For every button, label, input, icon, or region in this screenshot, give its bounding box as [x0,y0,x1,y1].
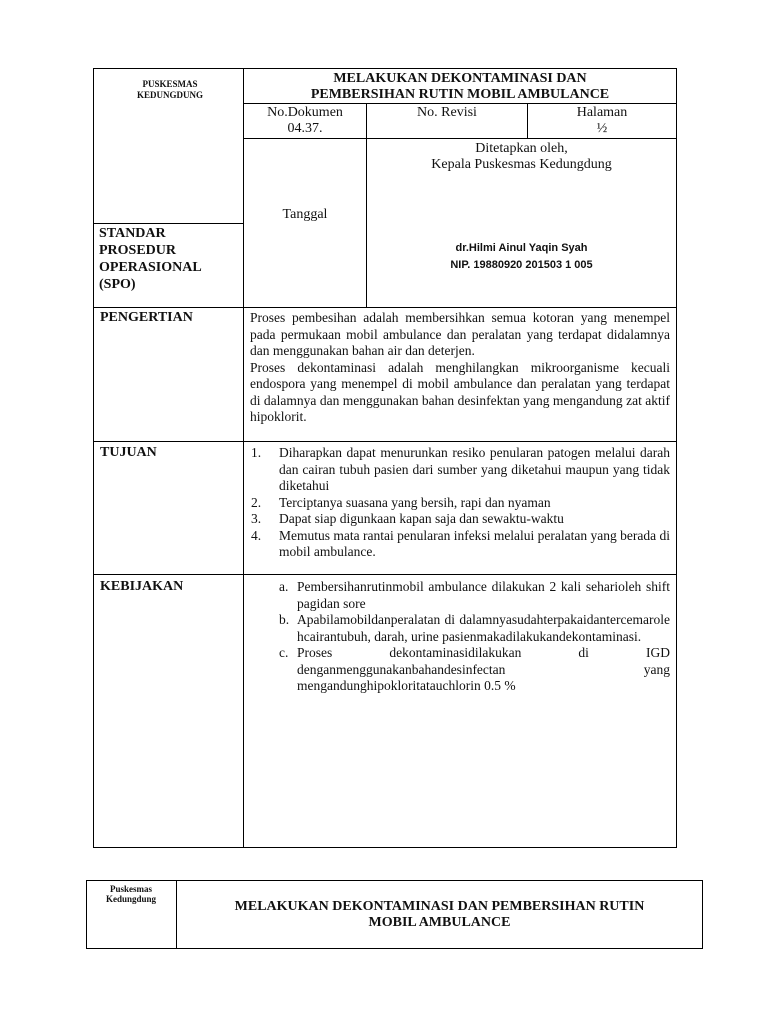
ditetapkan-line1: Ditetapkan oleh, [475,141,568,156]
pengertian-content [250,310,670,426]
list-text: Apabilamobildanperalatan di dalamnyasudahterpakaidantercemarolehcairantubuh, darah, urine pasienmakadilakukandekontaminasi. [297,612,670,644]
footer-org: Puskesmas Kedungdung [105,884,157,904]
pengertian-paragraph-2: Proses dekontaminasi adalah menghilangkan mikroorganisme kecuali endospora yang menempel di mobil ambulance dan peralatan yang terdapat di dalamnya dan menggunakan bahan desinfektan yang mengandung zat aktif hipoklorit. [250,359,670,424]
list-item [242,511,670,528]
pengertian-paragraph-1: Proses pembesihan adalah membersihkan semua kotoran yang menempel pada permukaan mobil ambulance dan peralatan yang terdapat didalamnya dan menggunakan bahan air dan deterjen. [250,310,670,358]
halaman-label: Halaman [576,105,628,120]
table-border-left [93,68,94,848]
footer-title-line1: MELAKUKAN DEKONTAMINASI DAN PEMBERSIHAN RUTIN [234,899,645,914]
list-number: 3. [251,511,262,526]
no-revisi-label: No. Revisi [417,105,477,120]
list-letter: b. [279,612,290,627]
section-line [93,574,677,575]
section-line [93,441,677,442]
list-item [242,645,670,695]
signer-block [367,240,676,274]
footer-border-left [86,880,87,949]
list-item [242,579,670,612]
no-dokumen-value: 04.37. [287,121,323,136]
list-number: 2. [251,494,262,510]
header-row-line [243,138,677,139]
halaman-value: ½ [596,121,608,136]
list-text: Dapat siap digunkaan kapan saja dan sewaktu-waktu [279,511,564,526]
tujuan-list [242,445,670,561]
list-item [242,528,670,561]
footer-border-bottom [86,948,703,949]
header-row-line [243,103,677,104]
kebijakan-label: KEBIJAKAN [100,579,184,594]
list-text: Diharapkan dapat menurunkan resiko penularan patogen melalui darah dan cairan tubuh pasien dari sumber yang diketahui maupun yang tidak diketahui [279,445,670,493]
list-text: Terciptanya suasana yang bersih, rapi dan nyaman [279,494,551,510]
no-dokumen-cell [244,105,366,137]
list-letter: a. [279,579,289,594]
table-border-top [93,68,677,69]
list-item [242,495,670,512]
list-letter: c. [279,645,289,660]
no-dokumen-label: No.Dokumen [267,105,343,120]
tujuan-label: TUJUAN [100,445,157,460]
doc-title-line1: MELAKUKAN DEKONTAMINASI DAN [333,71,587,86]
list-text: Pembersihanrutinmobil ambulance dilakukan 2 kali seharioleh shift pagidan sore [297,579,670,611]
org-name: PUSKESMAS KEDUNGDUNG [136,79,203,100]
halaman-cell [528,105,676,137]
spo-row-line [93,223,244,224]
list-number: 1. [251,445,262,460]
ditetapkan-line2: Kepala Puskesmas Kedungdung [431,157,612,172]
doc-title [244,71,676,103]
list-number: 4. [251,527,262,543]
kebijakan-list [242,579,670,695]
spo-label: STANDAR PROSEDUR OPERASIONAL (SPO) [99,226,202,292]
list-text: Proses dekontaminasidilakukan di IGD denganmenggunakanbahandesinfectan yang mengandunghipokloritatauchlorin 0.5 % [297,645,670,693]
list-text: Memutus mata rantai penularan infeksi melalui peralatan yang berada di mobil ambulance. [279,527,670,559]
list-item [242,445,670,495]
header-col-line [366,103,367,307]
list-item [242,612,670,645]
doc-title-line2: PEMBERSIHAN RUTIN MOBIL AMBULANCE [310,87,610,102]
signer-nip: NIP. 19880920 201503 1 005 [450,259,593,271]
footer-border-top [86,880,703,881]
table-border-bottom [93,847,677,848]
pengertian-label: PENGERTIAN [100,310,193,325]
ditetapkan-block [367,141,676,173]
tanggal-label: Tanggal [282,207,328,222]
footer-title-line2: MOBIL AMBULANCE [368,915,511,930]
table-border-right [676,68,677,848]
footer-title [177,899,702,931]
signer-name: dr.Hilmi Ainul Yaqin Syah [455,242,588,254]
section-line [93,307,677,308]
footer-border-right [702,880,703,949]
